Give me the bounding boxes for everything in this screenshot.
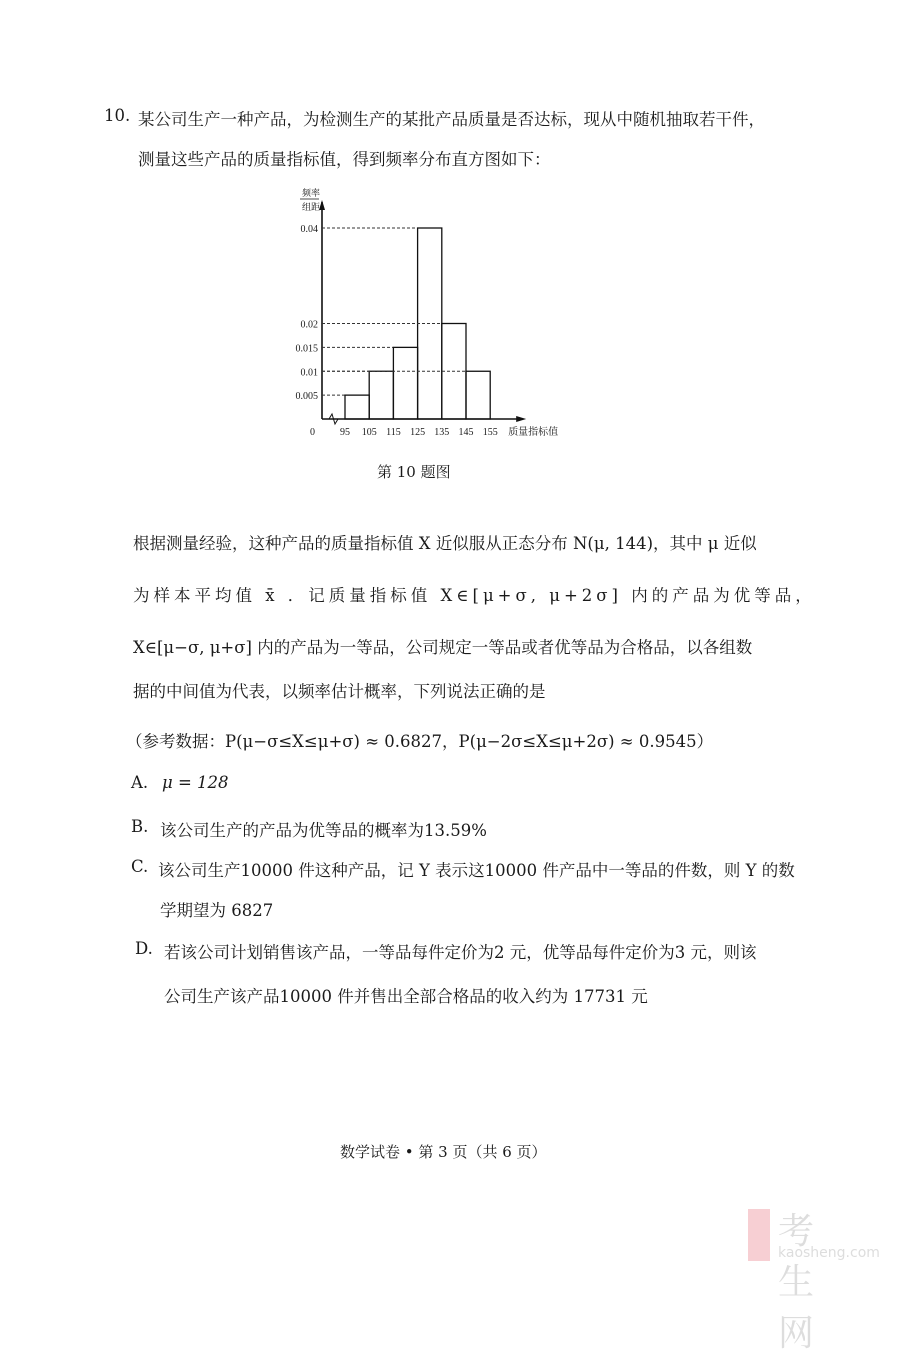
origin-label: 0 (310, 427, 315, 438)
option-a-text: μ = 128 (162, 773, 229, 792)
x-tick-label: 155 (482, 427, 498, 438)
y-tick-label: 0.02 (300, 319, 318, 331)
y-axis-label-top: 频率 (302, 188, 321, 198)
paragraph-line-1: 根据测量经验，这种产品的质量指标值 X 近似服从正态分布 N(μ, 144)，其中 μ 近似 (133, 534, 757, 553)
option-c-text: 该公司生产10000 件这种产品，记 Y 表示这10000 件产品中一等品的件数，则 Y 的数 (158, 861, 795, 880)
y-tick-label: 0.005 (295, 391, 318, 403)
x-tick-label: 105 (361, 427, 377, 438)
question-stem-line-2: 测量这些产品的质量指标值，得到频率分布直方图如下： (138, 150, 551, 169)
x-tick-label: 115 (386, 427, 401, 438)
watermark-mark-icon (748, 1209, 770, 1261)
x-tick-label: 135 (434, 427, 450, 438)
y-tick-label: 0.015 (295, 343, 318, 355)
histogram-bar (393, 347, 417, 419)
paragraph-line-4: 据的中间值为代表，以频率估计概率，下列说法正确的是 (133, 682, 546, 701)
option-b-label: B. (131, 817, 149, 836)
watermark-url: kaosheng.com (778, 1245, 880, 1261)
paragraph-line-3: X∈[μ−σ, μ+σ] 内的产品为一等品，公司规定一等品或者优等品为合格品，以各组数 (133, 638, 753, 657)
y-tick-label: 0.01 (300, 367, 318, 379)
option-d-continued: 公司生产该产品10000 件并售出全部合格品的收入约为 17731 元 (164, 987, 648, 1006)
reference-data: （参考数据：P(μ−σ≤X≤μ+σ) ≈ 0.6827，P(μ−2σ≤X≤μ+2σ) ≈ 0.9545） (126, 732, 714, 751)
paragraph-line-2: 为样本平均值 x̄ ．记质量指标值 X∈[μ+σ, μ+2σ] 内的产品为优等品， (133, 586, 816, 605)
page-footer: 数学试卷 • 第 3 页（共 6 页） (340, 1143, 547, 1161)
y-axis-label-bottom: 组距 (302, 202, 321, 212)
histogram-bar (369, 371, 393, 419)
histogram-bar (466, 371, 490, 419)
question-number: 10. (104, 106, 131, 125)
x-tick-label: 145 (458, 427, 474, 438)
x-axis-label: 质量指标值 (508, 427, 559, 438)
x-axis-arrow-icon (516, 416, 526, 422)
option-d-label: D. (135, 939, 153, 958)
option-b-text: 该公司生产的产品为优等品的概率为13.59% (160, 821, 487, 840)
option-d-text: 若该公司计划销售该产品，一等品每件定价为2 元，优等品每件定价为3 元，则该 (164, 943, 757, 962)
watermark-text: 考生网 (778, 1211, 817, 1354)
histogram-bar (345, 395, 369, 419)
option-a-label: A. (131, 773, 149, 792)
figure-caption: 第 10 题图 (377, 463, 451, 481)
x-tick-label: 95 (340, 427, 350, 438)
frequency-histogram (280, 180, 580, 450)
y-tick-label: 0.04 (300, 224, 318, 235)
option-c-continued: 学期望为 6827 (160, 901, 274, 920)
x-tick-label: 125 (410, 427, 426, 438)
question-stem-line-1: 某公司生产一种产品，为检测生产的某批产品质量是否达标，现从中随机抽取若干件， (138, 110, 765, 129)
option-c-label: C. (131, 857, 149, 876)
